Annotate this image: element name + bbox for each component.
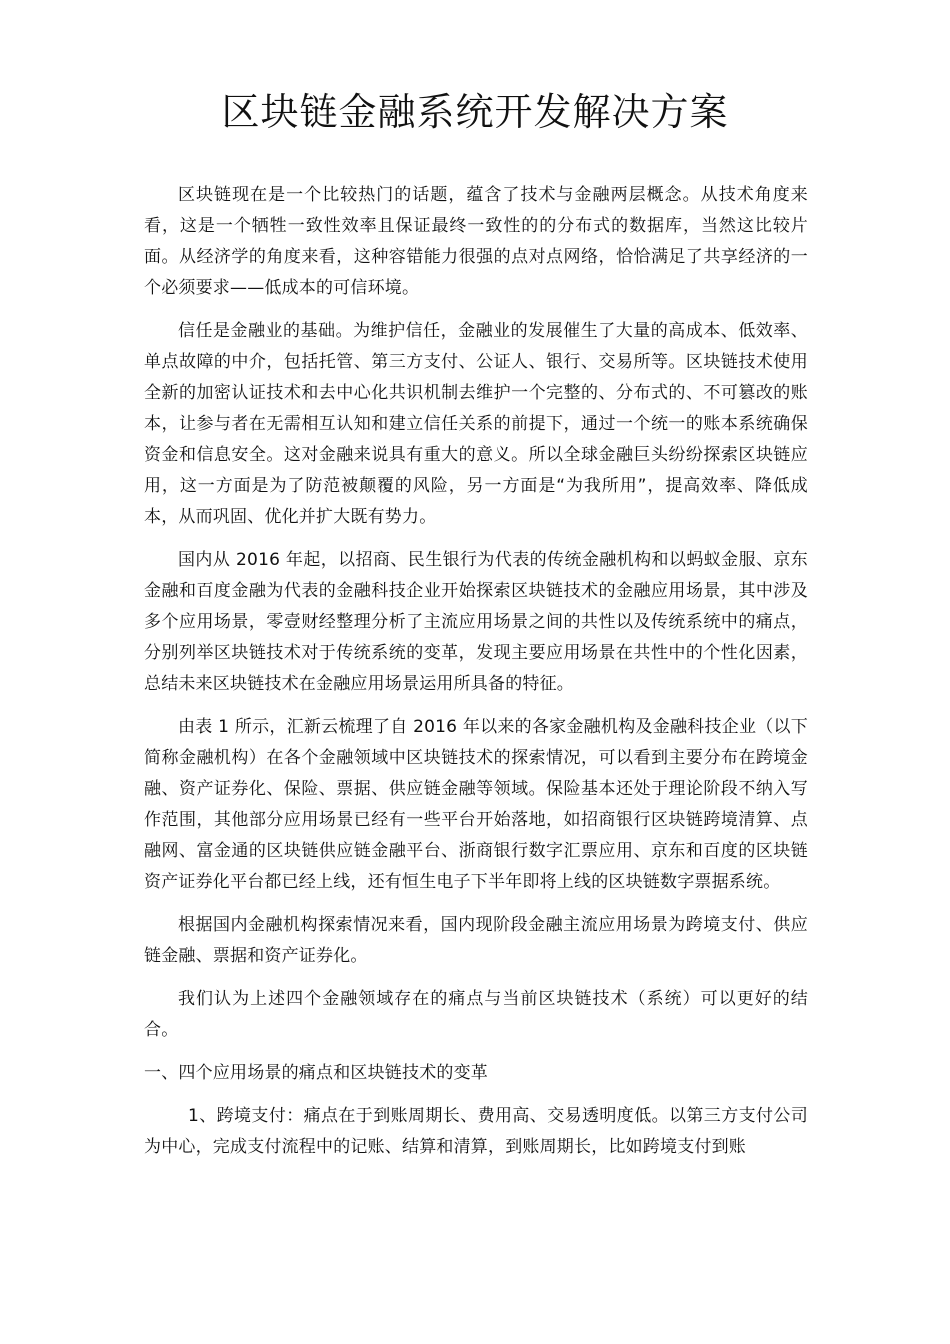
paragraph-trust: 信任是金融业的基础。为维护信任，金融业的发展催生了大量的高成本、低效率、单点故障的中介，包括托管、第三方支付、公证人、银行、交易所等。区块链技术使用全新的加密认证技术和去中心化共识机制去维护一个完整的、分布式的、不可篡改的账本，让参与者在无需相互认知和建立信任关系的前提下，通过一个统一的账本系统确保资金和信息安全。这对金融来说具有重大的意义。所以全球金融巨头纷纷探索区块链应用，这一方面是为了防范被颠覆的风险，另一方面是“为我所用”，提高效率、降低成本，从而巩固、优化并扩大既有势力。 xyxy=(144,321,808,527)
section-heading: 一、四个应用场景的痛点和区块链技术的变革 xyxy=(144,1063,488,1083)
paragraph-intro: 区块链现在是一个比较热门的话题，蕴含了技术与金融两层概念。从技术角度来看，这是一个牺牲一致性效率且保证最终一致性的的分布式的数据库，当然这比较片面。从经济学的角度来看，这种容错能力很强的点对点网络，恰恰满足了共享经济的一个必须要求——低成本的可信环境。 xyxy=(144,185,808,298)
list-item-cross-border-payment: 1、跨境支付：痛点在于到账周期长、费用高、交易透明度低。以第三方支付公司为中心，完成支付流程中的记账、结算和清算，到账周期长，比如跨境支付到账 xyxy=(144,1106,808,1157)
paragraph-main-scenarios: 根据国内金融机构探索情况来看，国内现阶段金融主流应用场景为跨境支付、供应链金融、票据和资产证券化。 xyxy=(144,915,808,966)
paragraph-conclusion: 我们认为上述四个金融领域存在的痛点与当前区块链技术（系统）可以更好的结合。 xyxy=(144,989,808,1040)
document-body xyxy=(144,180,808,1175)
paragraph-domestic: 国内从 2016 年起，以招商、民生银行为代表的传统金融机构和以蚂蚁金服、京东金融和百度金融为代表的金融科技企业开始探索区块链技术的金融应用场景，其中涉及多个应用场景，零壹财经整理分析了主流应用场景之间的共性以及传统系统中的痛点，分别列举区块链技术对于传统系统的变革，发现主要应用场景在共性中的个性化因素，总结未来区块链技术在金融应用场景运用所具备的特征。 xyxy=(144,550,808,694)
paragraph-table-summary: 由表 1 所示，汇新云梳理了自 2016 年以来的各家金融机构及金融科技企业（以下简称金融机构）在各个金融领域中区块链技术的探索情况，可以看到主要分布在跨境金融、资产证券化、保险、票据、供应链金融等领域。保险基本还处于理论阶段不纳入写作范围，其他部分应用场景已经有一些平台开始落地，如招商银行区块链跨境清算、点融网、富金通的区块链供应链金融平台、浙商银行数字汇票应用、京东和百度的区块链资产证券化平台都已经上线，还有恒生电子下半年即将上线的区块链数字票据系统。 xyxy=(144,717,808,892)
document-title: 区块链金融系统开发解决方案 xyxy=(221,90,729,134)
